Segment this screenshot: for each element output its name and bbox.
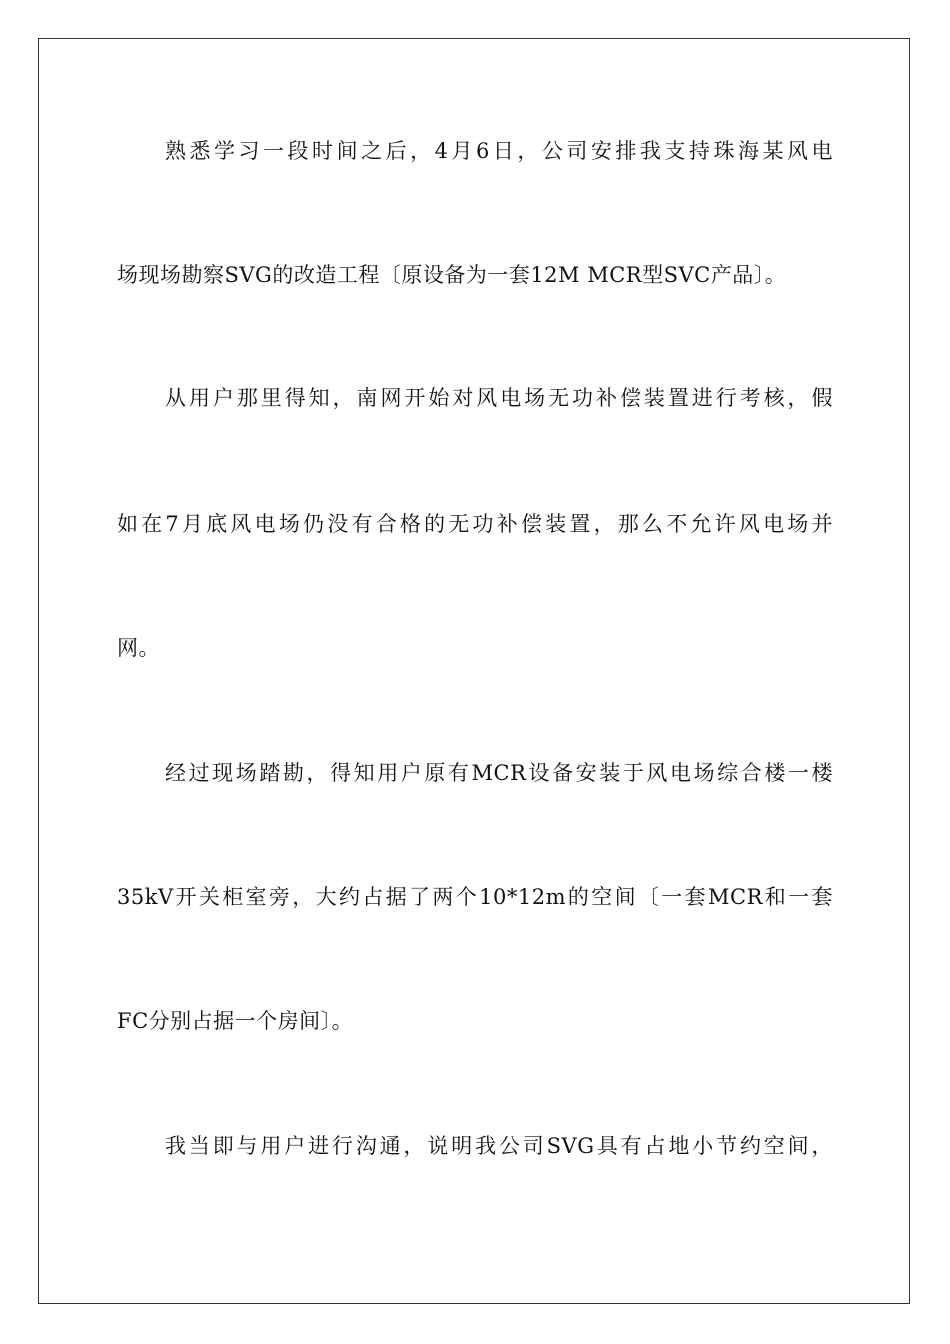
text-line-6: 经过现场踏勘，得知用户原有MCR设备安装于风电场综合楼一楼 — [165, 761, 833, 785]
text-line-3: 从用户那里得知，南网开始对风电场无功补偿装置进行考核，假 — [165, 386, 833, 410]
text-line-5: 网。 — [117, 636, 160, 660]
page-frame — [38, 38, 910, 1304]
text-line-7: 35kV开关柜室旁，大约占据了两个10*12m的空间〔一套MCR和一套 — [117, 885, 833, 909]
text-line-8: FC分别占据一个房间〕。 — [117, 1009, 354, 1033]
text-line-1: 熟悉学习一段时间之后，4月6日，公司安排我支持珠海某风电 — [165, 139, 833, 163]
text-line-9: 我当即与用户进行沟通，说明我公司SVG具有占地小节约空间， — [165, 1134, 833, 1158]
text-line-2: 场现场勘察SVG的改造工程〔原设备为一套12M MCR型SVC产品〕。 — [117, 263, 787, 287]
text-line-4: 如在7月底风电场仍没有合格的无功补偿装置，那么不允许风电场并 — [117, 512, 833, 536]
